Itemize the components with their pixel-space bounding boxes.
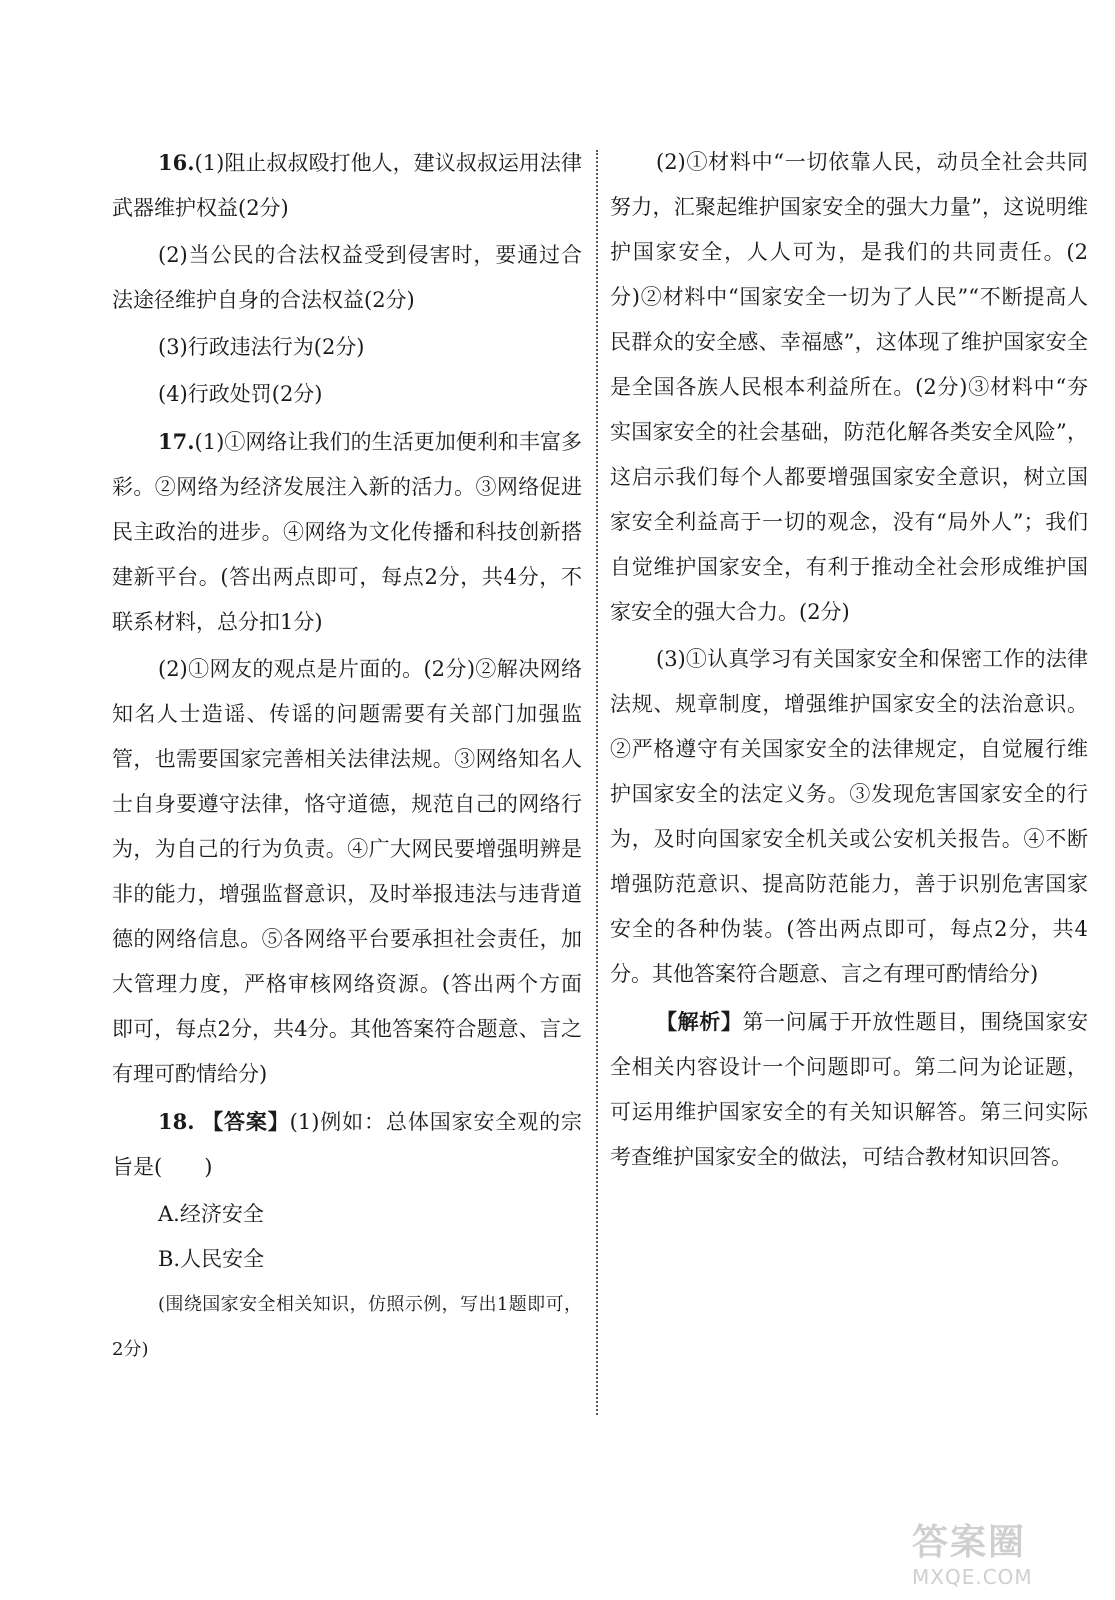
q18-number: 18. <box>158 1109 195 1134</box>
q16-number: 16. <box>158 150 195 175</box>
q17-part1 <box>112 419 582 645</box>
analysis-tag: 【解析】 <box>656 1009 743 1034</box>
q16-part1-text: (1)阻止叔叔殴打他人，建议叔叔运用法律武器维护权益(2分) <box>112 151 582 220</box>
q16-part3: (3)行政违法行为(2分) <box>158 335 365 359</box>
q18-option-b: B.人民安全 <box>158 1247 265 1271</box>
right-column <box>610 140 1088 1182</box>
q17-part1-text: (1)①网络让我们的生活更加便利和丰富多彩。②网络为经济发展注入新的活力。③网络促进民主政治的进步。④网络为文化传播和科技创新搭建新平台。(答出两点即可，每点2分，共4分，不联系材料，总分扣1分) <box>112 430 582 634</box>
q18-option-a: A.经济安全 <box>158 1202 264 1226</box>
q16-part2: (2)当公民的合法权益受到侵害时，要通过合法途径维护自身的合法权益(2分) <box>112 243 582 312</box>
watermark-top: 答案圈 <box>912 1522 1027 1563</box>
q18-part3: (3)①认真学习有关国家安全和保密工作的法律法规、规章制度，增强维护国家安全的法治意识。②严格遵守有关国家安全的法律规定，自觉履行维护国家安全的法定义务。③发现危害国家安全的行为，及时向国家安全机关或公安机关报告。④不断增强防范意识、提高防范能力，善于识别危害国家安全的各种伪装。(答出两点即可，每点2分，共4分。其他答案符合题意、言之有理可酌情给分) <box>610 647 1088 986</box>
left-column <box>112 140 582 1374</box>
q18-note: (围绕国家安全相关知识，仿照示例，写出1题即可，2分) <box>112 1294 582 1360</box>
q18-part2: (2)①材料中“一切依靠人民，动员全社会共同努力，汇聚起维护国家安全的强大力量”，这说明维护国家安全，人人可为，是我们的共同责任。(2分)②材料中“国家安全一切为了人民”“不断提高人民群众的安全感、幸福感”，这体现了维护国家安全是全国各族人民根本利益所在。(2分)③材料中“夯实国家安全的社会基础，防范化解各类安全风险”，这启示我们每个人都要增强国家安全意识，树立国家安全利益高于一切的观念，没有“局外人”；我们自觉维护国家安全，有利于推动全社会形成维护国家安全的强大合力。(2分) <box>610 150 1088 624</box>
q18-answer-tag: 【答案】 <box>202 1109 290 1134</box>
q18-part1-text: (1)例如：总体国家安全观的宗旨是( ) <box>112 1110 583 1179</box>
q17-part2: (2)①网友的观点是片面的。(2分)②解决网络知名人士造谣、传谣的问题需要有关部门加强监管，也需要国家完善相关法律法规。③网络知名人士自身要遵守法律，恪守道德，规范自己的网络行为，为自己的行为负责。④广大网民要增强明辨是非的能力，增强监督意识，及时举报违法与违背道德的网络信息。⑤各网络平台要承担社会责任，加大管理力度，严格审核网络资源。(答出两个方面即可，每点2分，共4分。其他答案符合题意、言之有理可酌情给分) <box>112 657 582 1086</box>
watermark-bottom: MXQE.COM <box>912 1565 1033 1589</box>
q16-part1 <box>112 140 582 231</box>
analysis-text: 第一问属于开放性题目，围绕国家安全相关内容设计一个问题即可。第二问为论证题，可运用维护国家安全的有关知识解答。第三问实际考查维护国家安全的做法，可结合教材知识回答。 <box>610 1010 1089 1169</box>
q17-number: 17. <box>158 429 195 454</box>
q16-part4: (4)行政处罚(2分) <box>158 382 323 406</box>
analysis <box>610 999 1088 1180</box>
q18-part1 <box>112 1099 582 1190</box>
column-divider <box>596 150 598 1415</box>
watermark-logo <box>912 1514 1087 1589</box>
